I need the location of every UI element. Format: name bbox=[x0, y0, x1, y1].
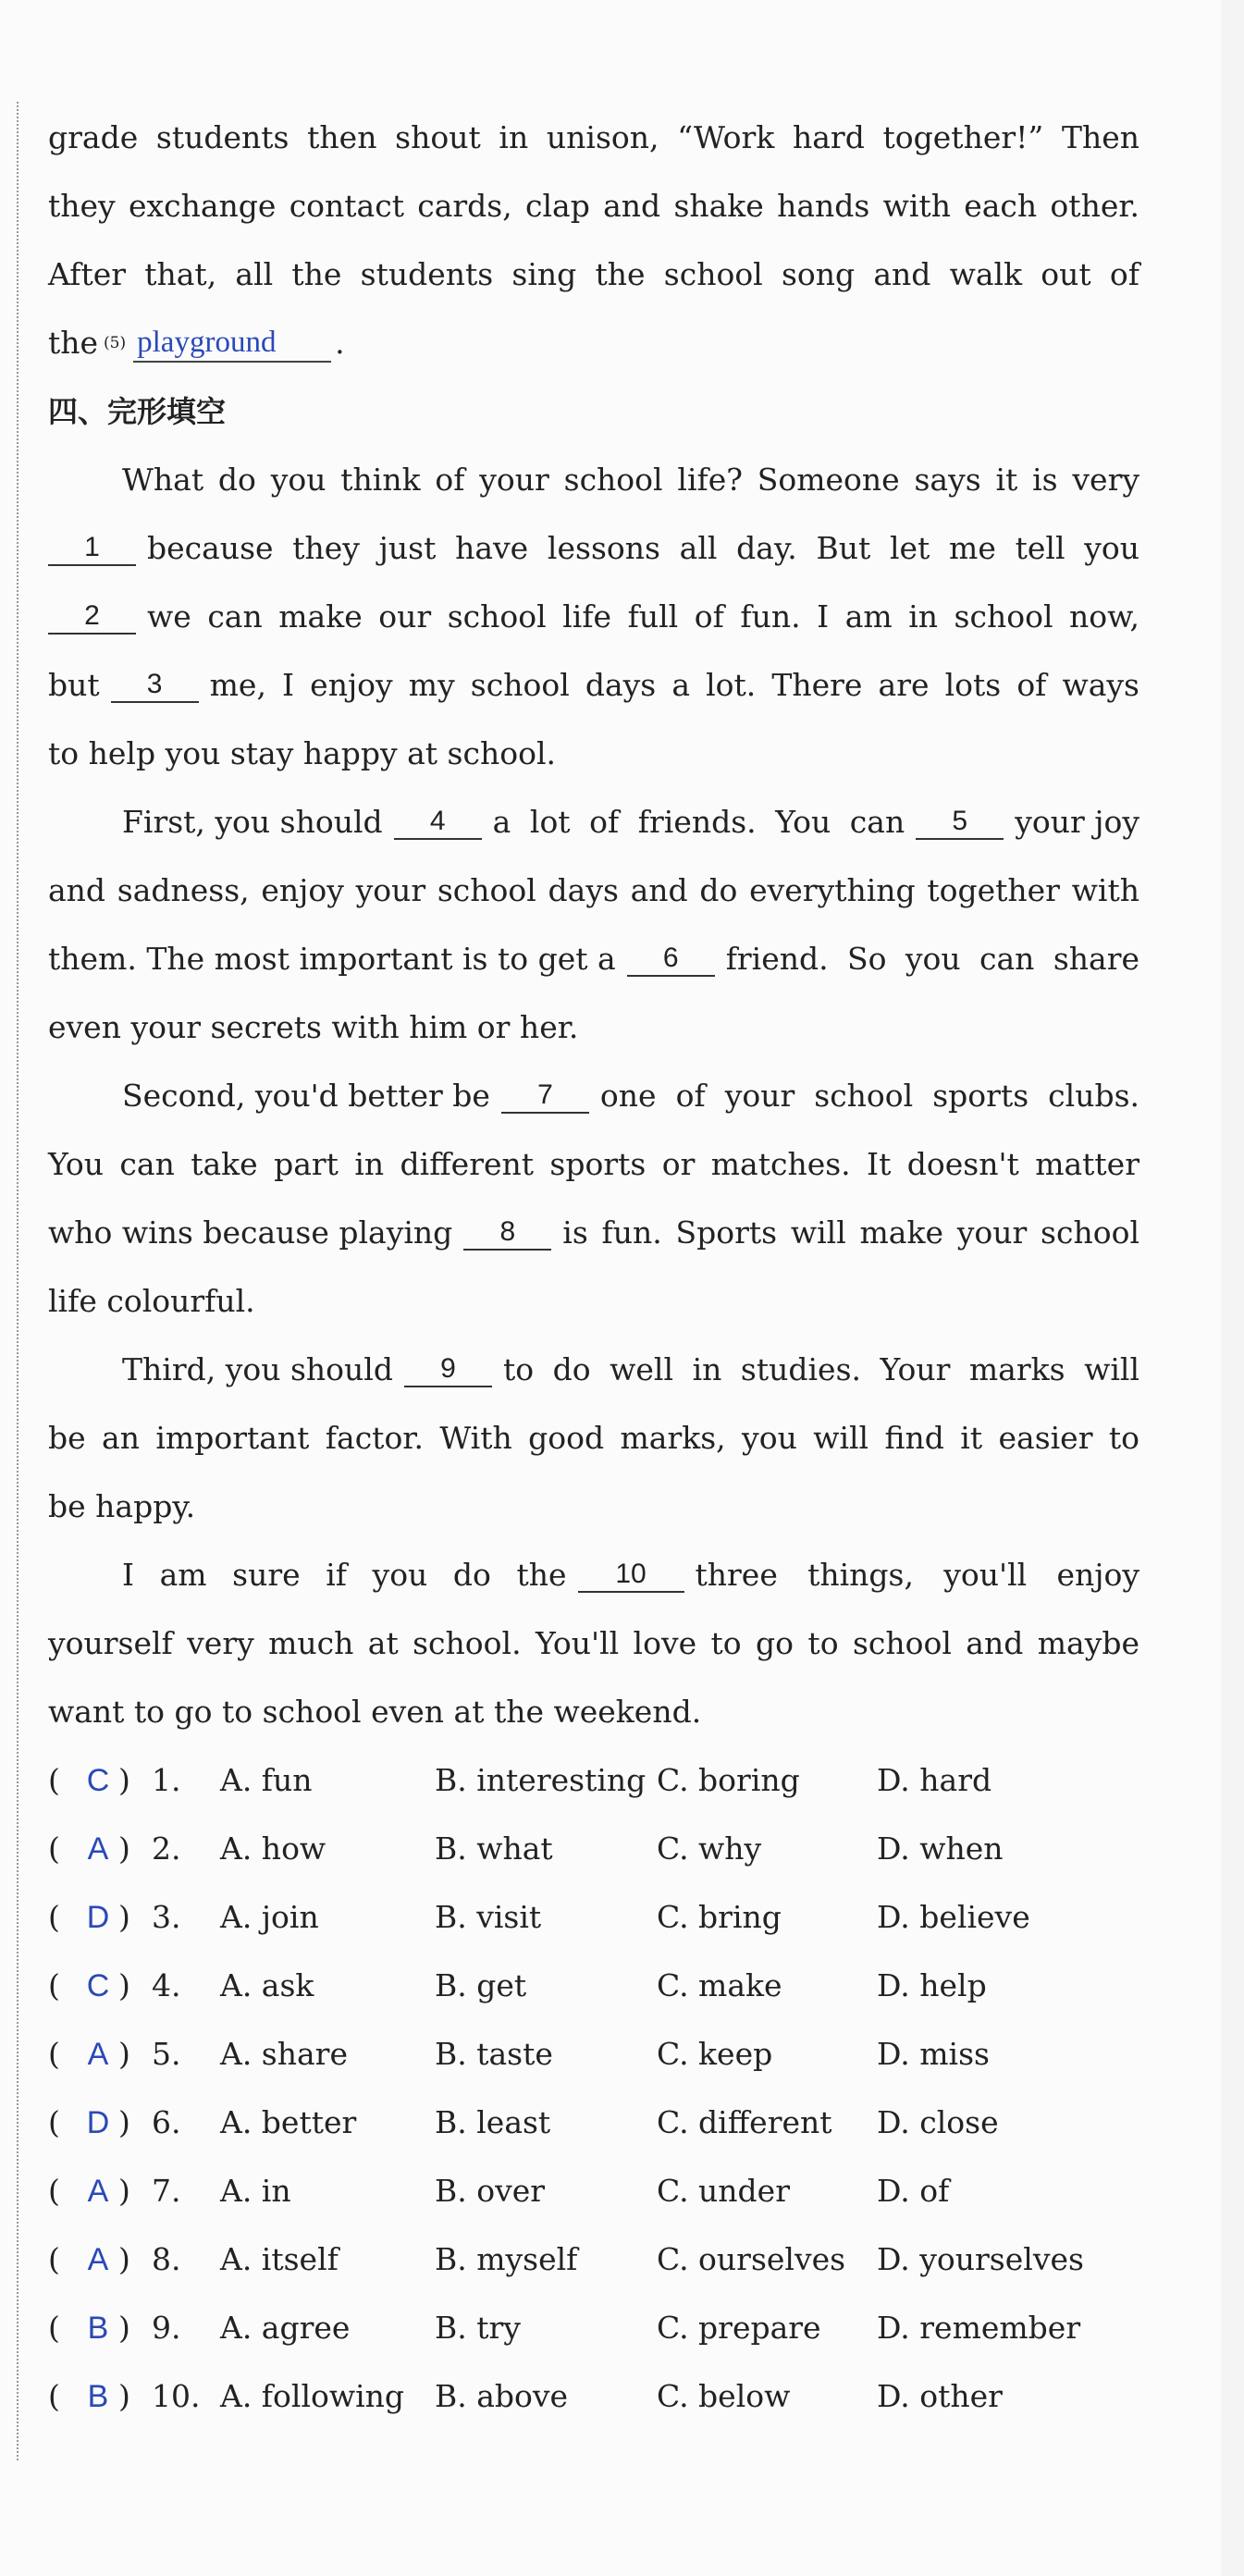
option-d: D. when bbox=[877, 1830, 1004, 1867]
option-d: D. remember bbox=[877, 2310, 1081, 2346]
text-fragment: is fun. Sports will make your school bbox=[562, 1214, 1139, 1251]
paren-open: ( bbox=[48, 2173, 60, 2209]
cloze-blank-6: 6 bbox=[627, 942, 715, 977]
cloze-line bbox=[48, 925, 1139, 993]
question-number: 10. bbox=[152, 2378, 201, 2414]
passage-top-line: they exchange contact cards, clap and shake hands with each other. bbox=[48, 188, 1139, 224]
paren-close: ) bbox=[118, 1967, 130, 2003]
question-row bbox=[48, 2294, 1139, 2362]
question-number: 9. bbox=[152, 2310, 181, 2346]
paren-open: ( bbox=[48, 1830, 60, 1867]
cloze-line: want to go to school even at the weekend. bbox=[48, 1694, 702, 1730]
option-b: B. get bbox=[435, 1967, 527, 2003]
option-a: A. ask bbox=[220, 1967, 314, 2003]
text-fragment: one of your school sports clubs. bbox=[599, 1078, 1139, 1114]
answer-mark: A bbox=[87, 2037, 109, 2072]
cloze-line: be an important factor. With good marks, you will find it easier to bbox=[48, 1420, 1139, 1456]
option-a: A. agree bbox=[220, 2310, 351, 2346]
option-b: B. least bbox=[435, 2104, 551, 2140]
paren-open: ( bbox=[48, 2310, 60, 2346]
passage-top-line: After that, all the students sing the school song and walk out of bbox=[48, 256, 1139, 292]
paren-close: ) bbox=[118, 1899, 130, 1935]
option-a: A. better bbox=[220, 2104, 357, 2140]
cloze-line bbox=[48, 651, 1139, 720]
paren-close: ) bbox=[118, 2173, 130, 2209]
cloze-blank-5: 5 bbox=[916, 805, 1004, 840]
paren-close: ) bbox=[118, 2241, 130, 2277]
option-d: D. of bbox=[877, 2173, 950, 2209]
answer-mark: A bbox=[87, 2242, 109, 2277]
question-number: 3. bbox=[152, 1899, 181, 1935]
question-row bbox=[48, 2157, 1139, 2225]
cloze-line: life colourful. bbox=[48, 1283, 255, 1319]
answer-mark: C bbox=[86, 1763, 110, 1798]
text-fragment: to do well in studies. Your marks will bbox=[502, 1351, 1139, 1387]
question-number: 5. bbox=[152, 2036, 181, 2072]
passage-top-line: grade students then shout in unison, “Work hard together!” Then bbox=[48, 119, 1139, 155]
option-b: B. over bbox=[435, 2173, 546, 2209]
option-c: C. below bbox=[657, 2378, 791, 2414]
paren-close: ) bbox=[118, 2378, 130, 2414]
answer-mark: D bbox=[86, 1900, 110, 1935]
cloze-line: to help you stay happy at school. bbox=[48, 735, 557, 771]
option-b: B. above bbox=[435, 2378, 569, 2414]
cloze-line: be happy. bbox=[48, 1488, 196, 1524]
cloze-blank-9: 9 bbox=[404, 1352, 492, 1387]
text-fragment: three things, you'll enjoy bbox=[695, 1557, 1139, 1593]
question-number: 2. bbox=[152, 1830, 181, 1867]
option-a: A. how bbox=[220, 1830, 326, 1867]
paren-close: ) bbox=[118, 2036, 130, 2072]
cloze-line: even your secrets with him or her. bbox=[48, 1009, 579, 1045]
question-number: 6. bbox=[152, 2104, 181, 2140]
cloze-line bbox=[48, 1336, 1139, 1404]
paren-close: ) bbox=[118, 1762, 130, 1798]
option-c: C. under bbox=[657, 2173, 790, 2209]
question-row bbox=[48, 1746, 1139, 1815]
option-b: B. try bbox=[435, 2310, 521, 2346]
option-c: C. why bbox=[657, 1830, 762, 1867]
paren-open: ( bbox=[48, 1967, 60, 2003]
option-a: A. in bbox=[220, 2173, 291, 2209]
cloze-blank-3: 3 bbox=[111, 668, 199, 703]
cloze-blank-8: 8 bbox=[463, 1215, 551, 1251]
cloze-blank-4: 4 bbox=[394, 805, 482, 840]
blank-number-superscript: (5) bbox=[104, 334, 127, 352]
cloze-line: You can take part in different sports or matches. It doesn't matter bbox=[48, 1146, 1139, 1182]
option-b: B. taste bbox=[435, 2036, 553, 2072]
paren-open: ( bbox=[48, 1899, 60, 1935]
option-d: D. help bbox=[877, 1967, 987, 2003]
margin-dotted-line bbox=[17, 102, 18, 2460]
paren-open: ( bbox=[48, 2104, 60, 2140]
paren-open: ( bbox=[48, 2378, 60, 2414]
option-c: C. prepare bbox=[657, 2310, 821, 2346]
cloze-line: What do you think of your school life? Someone says it is very bbox=[122, 462, 1139, 498]
option-c: C. make bbox=[657, 1967, 782, 2003]
question-number: 1. bbox=[152, 1762, 181, 1798]
question-options-list bbox=[48, 1746, 1139, 2431]
text-fragment: your joy bbox=[1015, 804, 1139, 840]
option-c: C. bring bbox=[657, 1899, 782, 1935]
text-fragment: I am sure if you do the bbox=[122, 1557, 567, 1593]
text-fragment: because they just have lessons all day. But let me tell you bbox=[147, 530, 1139, 566]
option-a: A. fun bbox=[220, 1762, 313, 1798]
option-b: B. interesting bbox=[435, 1762, 647, 1798]
text-fragment: the bbox=[48, 325, 99, 361]
cloze-line bbox=[48, 1062, 1139, 1130]
question-row bbox=[48, 1815, 1139, 1883]
answer-mark: A bbox=[87, 1831, 109, 1867]
section-heading: 四、完形填空 bbox=[48, 394, 227, 429]
text-fragment: friend. So you can share bbox=[725, 941, 1139, 977]
option-d: D. close bbox=[877, 2104, 999, 2140]
cloze-blank-2: 2 bbox=[48, 599, 136, 635]
option-d: D. miss bbox=[877, 2036, 990, 2072]
option-c: C. keep bbox=[657, 2036, 773, 2072]
question-row bbox=[48, 1952, 1139, 2020]
filled-answer-playground: playground bbox=[133, 324, 331, 363]
question-row bbox=[48, 2362, 1139, 2431]
option-d: D. other bbox=[877, 2378, 1003, 2414]
cloze-line bbox=[48, 788, 1139, 857]
text-fragment: them. The most important is to get a bbox=[48, 941, 616, 977]
text-fragment: First, you should bbox=[122, 804, 383, 840]
text-fragment: we can make our school life full of fun. I am in school now, bbox=[147, 598, 1139, 635]
cloze-line: and sadness, enjoy your school days and do everything together with bbox=[48, 872, 1139, 908]
answer-mark: C bbox=[86, 1968, 110, 2003]
cloze-line: yourself very much at school. You'll love to go to school and maybe bbox=[48, 1625, 1139, 1661]
option-a: A. following bbox=[220, 2378, 405, 2414]
paren-open: ( bbox=[48, 1762, 60, 1798]
paren-open: ( bbox=[48, 2036, 60, 2072]
answer-mark: B bbox=[87, 2311, 109, 2346]
paren-close: ) bbox=[118, 2310, 130, 2346]
option-d: D. yourselves bbox=[877, 2241, 1084, 2277]
question-number: 4. bbox=[152, 1967, 181, 2003]
answer-mark: A bbox=[87, 2174, 109, 2209]
worksheet-content bbox=[48, 104, 1139, 2431]
cloze-line bbox=[48, 1541, 1139, 1609]
option-b: B. visit bbox=[435, 1899, 542, 1935]
answer-mark: D bbox=[86, 2105, 110, 2140]
cloze-line bbox=[48, 583, 1139, 651]
question-row bbox=[48, 2225, 1139, 2294]
option-b: B. what bbox=[435, 1830, 553, 1867]
option-d: D. believe bbox=[877, 1899, 1030, 1935]
option-a: A. share bbox=[220, 2036, 348, 2072]
option-d: D. hard bbox=[877, 1762, 992, 1798]
cloze-blank-7: 7 bbox=[501, 1078, 589, 1114]
text-fragment: who wins because playing bbox=[48, 1214, 453, 1251]
question-number: 8. bbox=[152, 2241, 181, 2277]
option-c: C. boring bbox=[657, 1762, 800, 1798]
paren-close: ) bbox=[118, 2104, 130, 2140]
question-row bbox=[48, 2089, 1139, 2157]
paren-open: ( bbox=[48, 2241, 60, 2277]
text-fragment: a lot of friends. You can bbox=[492, 804, 905, 840]
text-fragment: but bbox=[48, 667, 100, 703]
text-fragment: Third, you should bbox=[122, 1351, 393, 1387]
option-b: B. myself bbox=[435, 2241, 578, 2277]
passage-top-line bbox=[48, 309, 1139, 377]
paren-close: ) bbox=[118, 1830, 130, 1867]
text-fragment: . bbox=[335, 325, 345, 361]
text-fragment: Second, you'd better be bbox=[122, 1078, 490, 1114]
question-row bbox=[48, 2020, 1139, 2089]
option-c: C. ourselves bbox=[657, 2241, 846, 2277]
cloze-line bbox=[48, 514, 1139, 583]
text-fragment: me, I enjoy my school days a lot. There are lots of ways bbox=[209, 667, 1139, 703]
question-row bbox=[48, 1883, 1139, 1952]
option-c: C. different bbox=[657, 2104, 832, 2140]
option-a: A. join bbox=[220, 1899, 319, 1935]
cloze-blank-1: 1 bbox=[48, 531, 136, 566]
question-number: 7. bbox=[152, 2173, 181, 2209]
option-a: A. itself bbox=[220, 2241, 339, 2277]
cloze-blank-10: 10 bbox=[578, 1558, 684, 1593]
cloze-line bbox=[48, 1199, 1139, 1267]
answer-mark: B bbox=[87, 2379, 109, 2414]
